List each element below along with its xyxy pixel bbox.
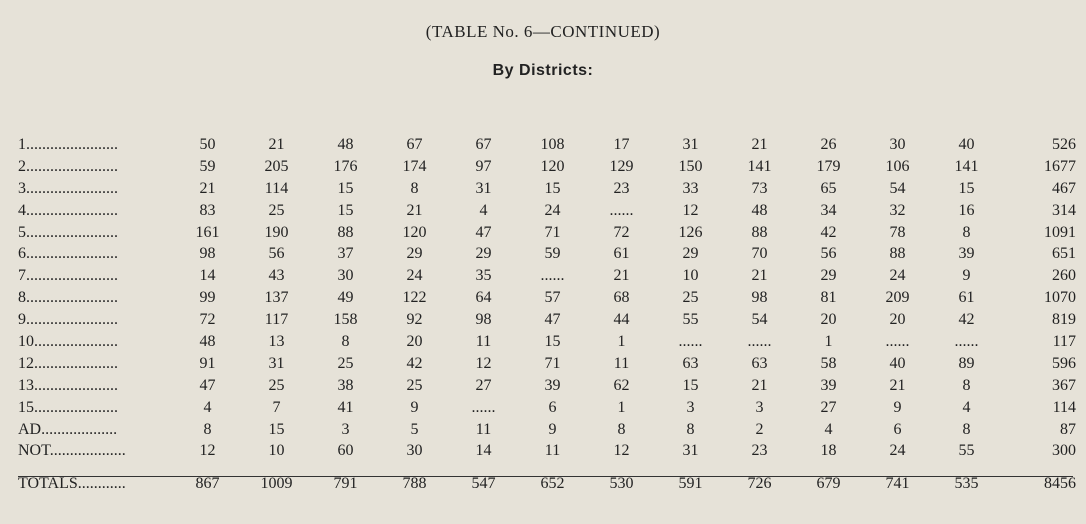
table-cell: 20 <box>820 311 837 329</box>
table-cell: 48 <box>751 201 768 219</box>
table-cell: 67 <box>406 135 423 153</box>
table-cell: 88 <box>751 223 768 241</box>
table-cell: 58 <box>820 354 837 372</box>
row-total-cell: 467 <box>1052 179 1076 197</box>
row-total-cell: 596 <box>1052 354 1076 372</box>
table-cell: 54 <box>889 179 906 197</box>
table-cell: 106 <box>885 157 910 175</box>
table-row <box>18 156 1082 178</box>
table-cell: 59 <box>544 245 561 263</box>
table-cell: 83 <box>199 201 216 219</box>
table-cell: 161 <box>195 223 220 241</box>
row-label: 9....................... <box>18 311 118 329</box>
table-cell: 30 <box>406 442 423 460</box>
table-cell: 31 <box>268 354 285 372</box>
row-total-cell: 526 <box>1052 135 1076 153</box>
table-cell: 174 <box>402 157 427 175</box>
table-cell: 25 <box>268 376 285 394</box>
table-cell: 89 <box>958 354 975 372</box>
table-cell: 42 <box>958 311 975 329</box>
table-cell: 117 <box>264 311 289 329</box>
table-cell: 535 <box>954 475 979 493</box>
row-label: 12..................... <box>18 354 118 372</box>
table-row <box>18 243 1082 265</box>
totals-row <box>18 462 1082 496</box>
table-cell: ...... <box>954 332 979 350</box>
row-label: 1....................... <box>18 135 118 153</box>
table-cell: 44 <box>613 311 630 329</box>
table-cell: 12 <box>613 442 630 460</box>
table-cell: 122 <box>402 289 427 307</box>
table-cell: ...... <box>609 201 634 219</box>
table-cell: 91 <box>199 354 216 372</box>
table-cell: 37 <box>337 245 354 263</box>
table-cell: 1 <box>617 398 626 416</box>
table-cell: 71 <box>544 223 561 241</box>
table-cell: 158 <box>333 311 358 329</box>
table-cell: 179 <box>816 157 841 175</box>
table-cell: 71 <box>544 354 561 372</box>
table-cell: 54 <box>751 311 768 329</box>
table-cell: 81 <box>820 289 837 307</box>
table-cell: 8 <box>962 223 971 241</box>
row-label: AD................... <box>18 420 118 438</box>
table-cell: 99 <box>199 289 216 307</box>
table-cell: 72 <box>199 311 216 329</box>
table-cell: 1009 <box>260 475 293 493</box>
table-cell: 21 <box>268 135 285 153</box>
table-cell: 1 <box>824 332 833 350</box>
table-cell: 17 <box>613 135 630 153</box>
table-row <box>18 200 1082 222</box>
table-cell: 1 <box>617 332 626 350</box>
table-cell: 21 <box>751 135 768 153</box>
table-cell: 25 <box>682 289 699 307</box>
table-cell: 547 <box>471 475 496 493</box>
row-label: 10..................... <box>18 332 118 350</box>
table-cell: 47 <box>199 376 216 394</box>
table-cell: ...... <box>747 332 772 350</box>
row-label: 5....................... <box>18 223 118 241</box>
table-row <box>18 222 1082 244</box>
table-cell: 63 <box>682 354 699 372</box>
table-cell: 11 <box>475 420 492 438</box>
table-row <box>18 309 1082 331</box>
table-cell: 55 <box>682 311 699 329</box>
table-cell: 12 <box>199 442 216 460</box>
table-row <box>18 134 1082 156</box>
table-cell: 32 <box>889 201 906 219</box>
row-total-cell: 114 <box>1052 398 1076 416</box>
table-cell: 39 <box>820 376 837 394</box>
table-cell: 141 <box>954 157 979 175</box>
row-total-cell: 651 <box>1052 245 1076 263</box>
table-cell: 150 <box>678 157 703 175</box>
table-cell: ...... <box>678 332 703 350</box>
table-cell: 55 <box>958 442 975 460</box>
table-cell: 8 <box>410 179 419 197</box>
table-cell: 16 <box>958 201 975 219</box>
table-cell: ...... <box>885 332 910 350</box>
table-cell: 42 <box>820 223 837 241</box>
table-cell: 8 <box>203 420 212 438</box>
row-total-cell: 8456 <box>1044 475 1076 493</box>
table-row <box>18 287 1082 309</box>
table-cell: 38 <box>337 376 354 394</box>
table-cell: 14 <box>199 267 216 285</box>
table-cell: 24 <box>544 201 561 219</box>
table-cell: 29 <box>682 245 699 263</box>
table-cell: 15 <box>337 179 354 197</box>
table-cell: 15 <box>544 179 561 197</box>
table-cell: 21 <box>199 179 216 197</box>
table-cell: 72 <box>613 223 630 241</box>
table-cell: 20 <box>889 311 906 329</box>
table-cell: 34 <box>820 201 837 219</box>
table-cell: 5 <box>410 420 419 438</box>
table-cell: 4 <box>824 420 833 438</box>
table-cell: 21 <box>889 376 906 394</box>
table-cell: 4 <box>203 398 212 416</box>
table-cell: 62 <box>613 376 630 394</box>
table-row <box>18 375 1082 397</box>
table-cell: 50 <box>199 135 216 153</box>
table-cell: 57 <box>544 289 561 307</box>
row-label: 2....................... <box>18 157 118 175</box>
table-cell: 39 <box>958 245 975 263</box>
table-cell: 25 <box>406 376 423 394</box>
table-cell: 61 <box>613 245 630 263</box>
table-cell: 11 <box>613 354 630 372</box>
table-cell: 92 <box>406 311 423 329</box>
table-cell: 65 <box>820 179 837 197</box>
table-cell: 30 <box>337 267 354 285</box>
table-title: (TABLE No. 6—CONTINUED) <box>425 22 661 41</box>
table-cell: 120 <box>402 223 427 241</box>
table-cell: 108 <box>540 135 565 153</box>
table-cell: 21 <box>751 267 768 285</box>
table-cell: 591 <box>678 475 703 493</box>
table-cell: 64 <box>475 289 492 307</box>
table-cell: 13 <box>268 332 285 350</box>
table-cell: 788 <box>402 475 427 493</box>
table-cell: 8 <box>962 420 971 438</box>
table-cell: 47 <box>544 311 561 329</box>
table-cell: 9 <box>893 398 902 416</box>
table-cell: 35 <box>475 267 492 285</box>
table-cell: 137 <box>264 289 289 307</box>
table-cell: 652 <box>540 475 565 493</box>
table-cell: 4 <box>962 398 971 416</box>
table-cell: 3 <box>686 398 695 416</box>
table-cell: 8 <box>686 420 695 438</box>
table-cell: 48 <box>337 135 354 153</box>
table-cell: 56 <box>820 245 837 263</box>
row-label: 7....................... <box>18 267 118 285</box>
table-cell: 4 <box>479 201 488 219</box>
table-cell: 30 <box>889 135 906 153</box>
table-cell: 98 <box>199 245 216 263</box>
table-cell: 23 <box>751 442 768 460</box>
table-cell: 23 <box>613 179 630 197</box>
table-row <box>18 178 1082 200</box>
table-row <box>18 440 1082 462</box>
table-cell: 11 <box>475 332 492 350</box>
totals-label: TOTALS............ <box>18 475 126 493</box>
table-cell: 42 <box>406 354 423 372</box>
table-cell: 141 <box>747 157 772 175</box>
table-cell: 24 <box>889 267 906 285</box>
table-cell: 726 <box>747 475 772 493</box>
table-cell: 27 <box>820 398 837 416</box>
table-row <box>18 353 1082 375</box>
table-cell: 68 <box>613 289 630 307</box>
table-cell: 190 <box>264 223 289 241</box>
table-cell: 14 <box>475 442 492 460</box>
table-row <box>18 419 1082 441</box>
table-cell: 43 <box>268 267 285 285</box>
table-cell: 26 <box>820 135 837 153</box>
table-cell: 31 <box>682 442 699 460</box>
table-cell: 88 <box>337 223 354 241</box>
table-cell: 129 <box>609 157 634 175</box>
table-cell: 9 <box>410 398 419 416</box>
table-cell: 27 <box>475 376 492 394</box>
row-total-cell: 819 <box>1052 311 1076 329</box>
row-total-cell: 1677 <box>1044 157 1076 175</box>
table-cell: 40 <box>889 354 906 372</box>
table-cell: 15 <box>337 201 354 219</box>
table-row <box>18 397 1082 419</box>
table-cell: 176 <box>333 157 358 175</box>
table-row <box>18 331 1082 353</box>
row-label: 4....................... <box>18 201 118 219</box>
table-cell: 97 <box>475 157 492 175</box>
table-cell: 120 <box>540 157 565 175</box>
table-cell: 60 <box>337 442 354 460</box>
table-cell: 39 <box>544 376 561 394</box>
table-cell: 10 <box>268 442 285 460</box>
table-cell: 63 <box>751 354 768 372</box>
table-cell: 98 <box>751 289 768 307</box>
table-subtitle: By Districts: <box>492 62 594 79</box>
table-cell: 41 <box>337 398 354 416</box>
table-cell: 25 <box>268 201 285 219</box>
row-total-cell: 1070 <box>1044 289 1076 307</box>
table-cell: 21 <box>751 376 768 394</box>
table-cell: 867 <box>195 475 220 493</box>
table-cell: 33 <box>682 179 699 197</box>
table-cell: 29 <box>475 245 492 263</box>
table-cell: 741 <box>885 475 910 493</box>
table-cell: 15 <box>682 376 699 394</box>
table-cell: 88 <box>889 245 906 263</box>
table-cell: 8 <box>617 420 626 438</box>
row-label: 3....................... <box>18 179 118 197</box>
table-cell: 126 <box>678 223 703 241</box>
table-cell: 70 <box>751 245 768 263</box>
row-label: NOT................... <box>18 442 126 460</box>
totals-divider <box>18 476 1073 477</box>
district-table <box>18 134 1076 496</box>
row-total-cell: 87 <box>1060 420 1076 438</box>
row-total-cell: 367 <box>1052 376 1076 394</box>
table-cell: 67 <box>475 135 492 153</box>
table-cell: 3 <box>755 398 764 416</box>
table-cell: 31 <box>475 179 492 197</box>
table-cell: 8 <box>341 332 350 350</box>
table-cell: 205 <box>264 157 289 175</box>
table-cell: 29 <box>820 267 837 285</box>
table-row <box>18 265 1082 287</box>
table-cell: 791 <box>333 475 358 493</box>
table-cell: 78 <box>889 223 906 241</box>
table-cell: 6 <box>893 420 902 438</box>
table-cell: 29 <box>406 245 423 263</box>
row-total-cell: 260 <box>1052 267 1076 285</box>
row-total-cell: 117 <box>1052 332 1076 350</box>
row-total-cell: 314 <box>1052 201 1076 219</box>
table-cell: 530 <box>609 475 634 493</box>
table-cell: 61 <box>958 289 975 307</box>
table-cell: 12 <box>475 354 492 372</box>
row-label: 6....................... <box>18 245 118 263</box>
row-label: 15..................... <box>18 398 118 416</box>
table-cell: 6 <box>548 398 557 416</box>
table-cell: 24 <box>889 442 906 460</box>
table-cell: ...... <box>471 398 496 416</box>
table-cell: 15 <box>268 420 285 438</box>
table-cell: 40 <box>958 135 975 153</box>
table-cell: 209 <box>885 289 910 307</box>
table-cell: 15 <box>958 179 975 197</box>
table-cell: 49 <box>337 289 354 307</box>
table-cell: 56 <box>268 245 285 263</box>
table-cell: 25 <box>337 354 354 372</box>
row-label: 13..................... <box>18 376 118 394</box>
table-cell: 2 <box>755 420 764 438</box>
table-cell: 59 <box>199 157 216 175</box>
table-cell: 10 <box>682 267 699 285</box>
table-cell: 12 <box>682 201 699 219</box>
table-cell: 98 <box>475 311 492 329</box>
row-total-cell: 1091 <box>1044 223 1076 241</box>
table-cell: 3 <box>341 420 350 438</box>
table-cell: 679 <box>816 475 841 493</box>
table-cell: 73 <box>751 179 768 197</box>
table-cell: ...... <box>540 267 565 285</box>
table-cell: 9 <box>962 267 971 285</box>
table-cell: 20 <box>406 332 423 350</box>
table-cell: 8 <box>962 376 971 394</box>
table-cell: 21 <box>613 267 630 285</box>
table-cell: 31 <box>682 135 699 153</box>
table-cell: 11 <box>544 442 561 460</box>
table-cell: 15 <box>544 332 561 350</box>
table-cell: 21 <box>406 201 423 219</box>
table-cell: 18 <box>820 442 837 460</box>
table-cell: 9 <box>548 420 557 438</box>
table-cell: 24 <box>406 267 423 285</box>
row-total-cell: 300 <box>1052 442 1076 460</box>
table-cell: 47 <box>475 223 492 241</box>
table-cell: 114 <box>264 179 289 197</box>
table-cell: 48 <box>199 332 216 350</box>
row-label: 8....................... <box>18 289 118 307</box>
table-cell: 7 <box>272 398 281 416</box>
